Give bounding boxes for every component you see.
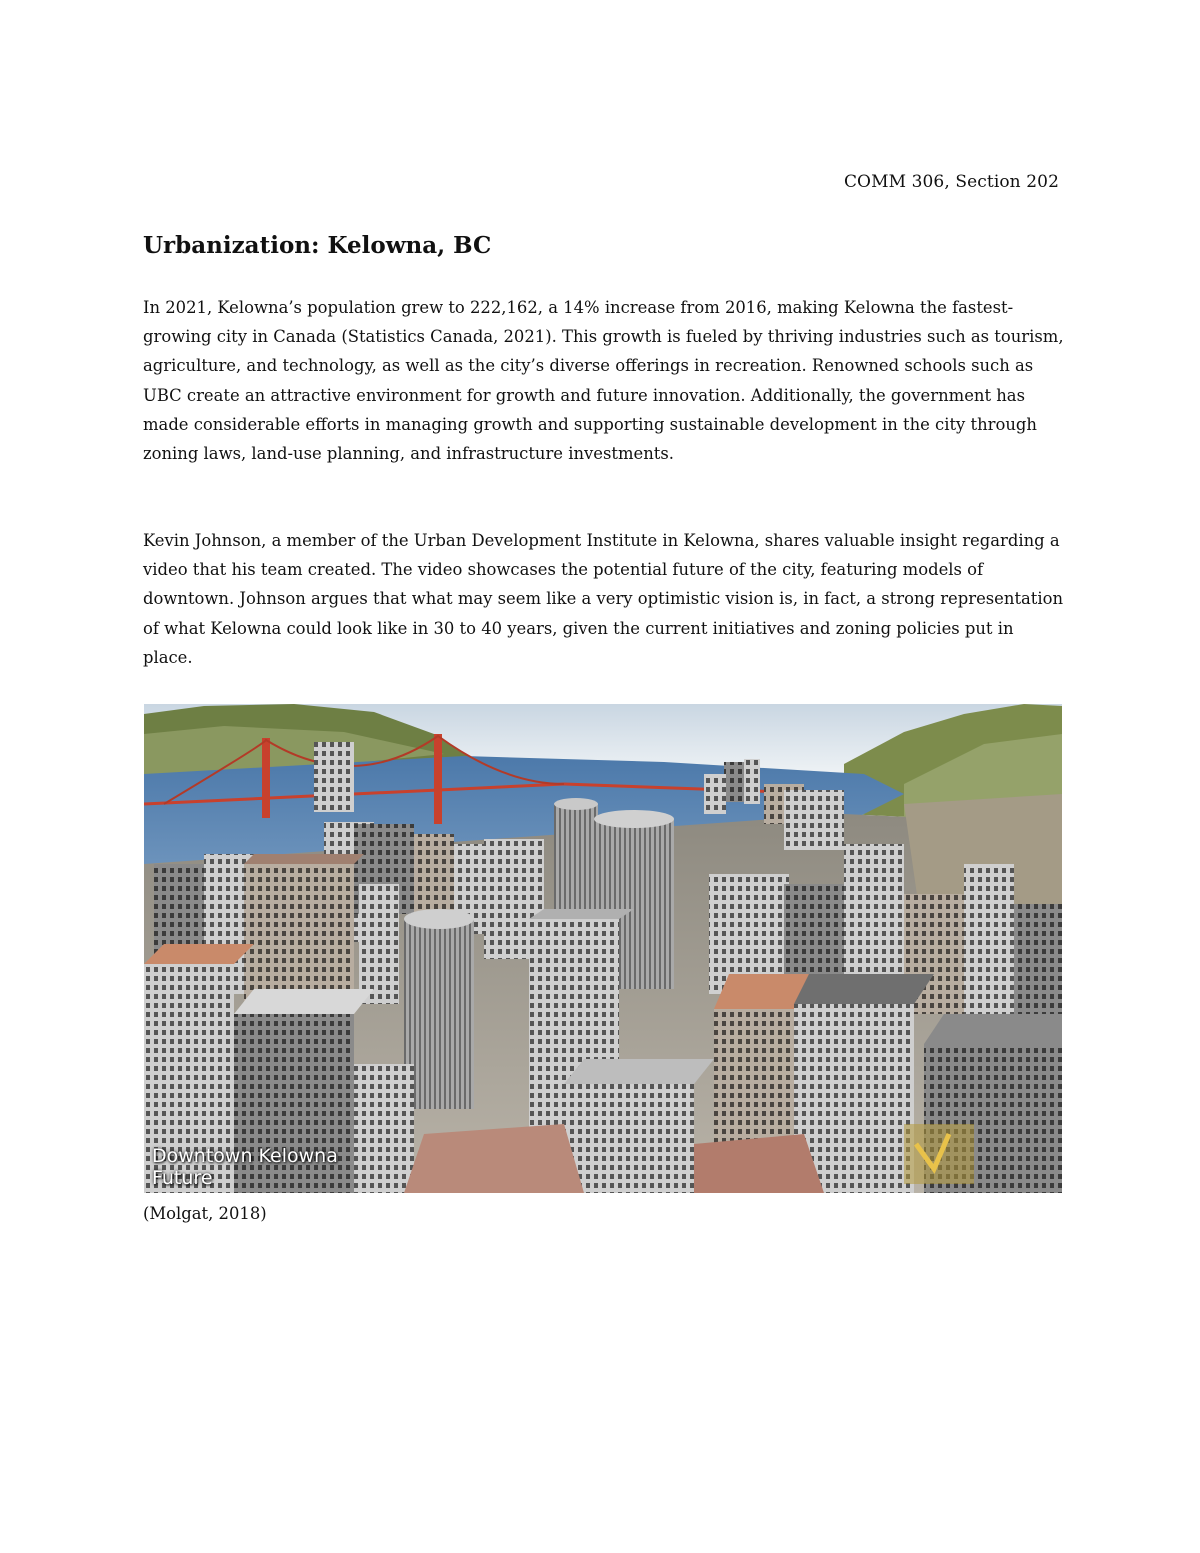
course-header: COMM 306, Section 202 xyxy=(843,172,1059,192)
paragraph-population-growth: In 2021, Kelowna’s population grew to 222,162, a 14% increase from 2016, making Kelowna the fastest-growing city in Canada (Statistics Canada, 2021). This growth is fueled by thriving industries such as tourism, agriculture, and technology, as well as the city’s diverse offerings in recreation. Renowned schools such as UBC create an attractive environment for growth and future innovation. Additionally, the government has made considerable efforts in managing growth and supporting sustainable development in the city through zoning laws, land-use planning, and infrastructure investments. xyxy=(143,298,1064,464)
city-render-illustration xyxy=(144,704,1062,1193)
figure-citation: (Molgat, 2018) xyxy=(143,1204,267,1223)
downtown-kelowna-render-image xyxy=(144,704,1062,1193)
document-title: Urbanization: Kelowna, BC xyxy=(143,232,492,259)
paragraph-kevin-johnson: Kevin Johnson, a member of the Urban Development Institute in Kelowna, shares valuable insight regarding a video that his team created. The video showcases the potential future of the city, featuring models of downtown. Johnson argues that what may seem like a very optimistic vision is, in fact, a strong representation of what Kelowna could look like in 30 to 40 years, given the current initiatives and zoning policies put in place. xyxy=(143,531,1064,667)
video-overlay-caption: Downtown Kelowna Future xyxy=(152,1145,338,1189)
